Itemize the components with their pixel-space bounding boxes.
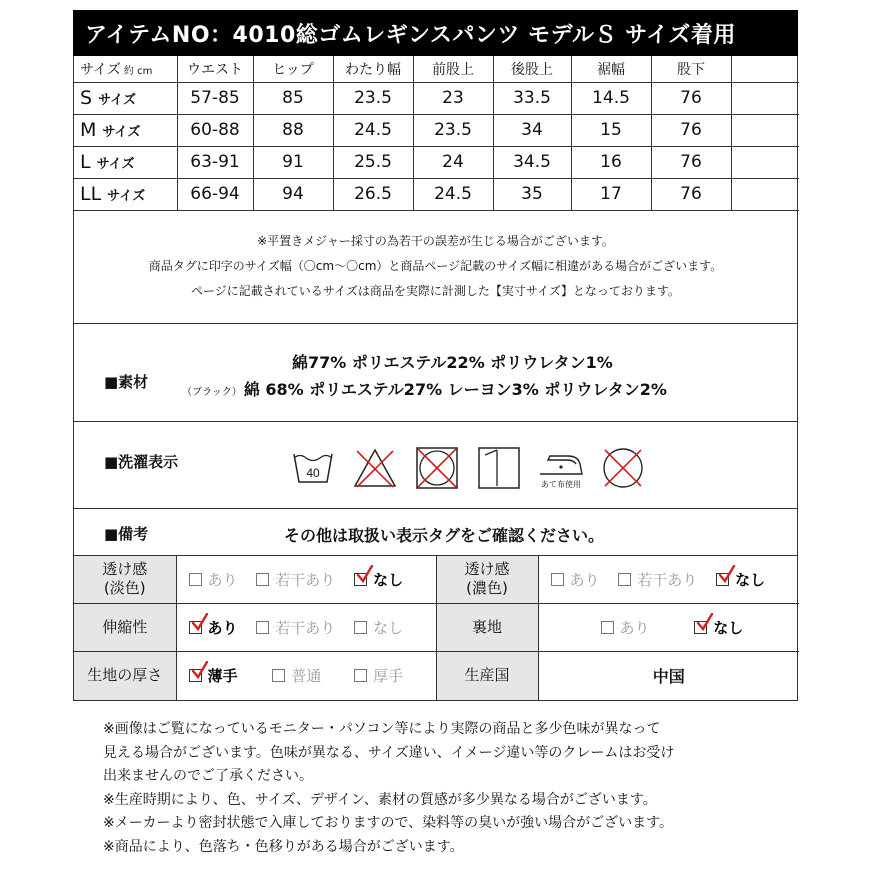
check-icon — [696, 613, 714, 633]
cell: 15 — [571, 114, 651, 146]
washing-label: ■洗濯表示 — [104, 452, 179, 471]
stretch-label: 伸縮性 — [74, 604, 176, 652]
table-row — [74, 146, 799, 178]
cell — [731, 178, 799, 210]
sheer-dark-option-slight: 若干あり — [618, 569, 697, 590]
sheer-light-option-nashi: なし — [354, 569, 403, 590]
lining-options — [538, 604, 799, 652]
cell: 33.5 — [493, 82, 571, 114]
col-header: 前股上 — [413, 56, 493, 82]
iron-with-cloth-icon — [530, 446, 592, 490]
lining-option-nashi: なし — [694, 617, 743, 638]
cell: 76 — [651, 146, 731, 178]
checkbox-icon — [189, 621, 202, 634]
footer-note: ※メーカーより密封状態で入庫しておりますので、染料等の臭いが強い場合がございます。 — [103, 815, 674, 831]
col-header: わたり幅 — [333, 56, 413, 82]
properties-row — [74, 556, 799, 604]
sheer-light-options — [176, 556, 436, 604]
check-icon — [356, 565, 374, 585]
cell: 63-91 — [177, 146, 253, 178]
spec-frame — [73, 56, 798, 701]
cell: 88 — [253, 114, 333, 146]
properties-table — [74, 556, 799, 700]
wash-40-icon — [282, 446, 344, 490]
cell: 24.5 — [413, 178, 493, 210]
col-header: ウエスト — [177, 56, 253, 82]
cell: 17 — [571, 178, 651, 210]
checkbox-icon — [256, 621, 269, 634]
col-header — [731, 56, 799, 82]
col-header: 裾幅 — [571, 56, 651, 82]
stretch-option-slight: 若干あり — [256, 617, 335, 638]
cell: 23.5 — [413, 114, 493, 146]
sheer-light-option-slight: 若干あり — [256, 569, 335, 590]
cell: 91 — [253, 146, 333, 178]
checkbox-icon — [354, 573, 367, 586]
stretch-options — [176, 604, 436, 652]
material-color-note: （ブラック） — [182, 386, 242, 398]
no-tumble-dry-icon — [406, 446, 468, 490]
footer-note: ※画像はご覧になっているモニター・パソコン等により実際の商品と多少色味が異なって — [103, 721, 661, 737]
cell: 23 — [413, 82, 493, 114]
col-header: 後股上 — [493, 56, 571, 82]
washing-section — [74, 422, 797, 509]
checkbox-icon — [551, 573, 564, 586]
row-size: LL サイズ — [74, 178, 177, 210]
thickness-label: 生地の厚さ — [74, 652, 176, 700]
cell — [731, 82, 799, 114]
size-table — [74, 56, 799, 211]
measure-note: ページに記載されているサイズは商品を実際に計測した【実寸サイズ】となっております。 — [191, 284, 680, 298]
cell: 76 — [651, 114, 731, 146]
checkbox-icon — [272, 669, 285, 682]
cell: 66-94 — [177, 178, 253, 210]
sheer-light-label: 透け感 (淡色) — [74, 556, 176, 604]
cell: 14.5 — [571, 82, 651, 114]
cell: 34 — [493, 114, 571, 146]
cell: 60-88 — [177, 114, 253, 146]
material-section — [74, 324, 797, 422]
washing-icons — [282, 446, 654, 490]
row-size: L サイズ — [74, 146, 177, 178]
origin-label: 生産国 — [436, 652, 538, 700]
checkbox-icon — [716, 573, 729, 586]
cell: 76 — [651, 82, 731, 114]
checkbox-icon — [189, 669, 202, 682]
material-line-2: （ブラック） 綿 68% ポリエステル27% レーヨン3% ポリウレタン2% — [182, 379, 667, 399]
stretch-option-nashi: なし — [354, 617, 403, 638]
lining-option-ari: あり — [601, 617, 650, 638]
line-dry-icon — [468, 446, 530, 490]
check-icon — [718, 565, 736, 585]
footer-note: 出来ませんのでご了承ください。 — [103, 768, 313, 784]
item-title: アイテムNO：4010総ゴムレギンスパンツ モデルＳ サイズ着用 — [73, 10, 798, 56]
lining-label: 裏地 — [436, 604, 538, 652]
check-icon — [191, 613, 209, 633]
no-dry-clean-icon — [592, 446, 654, 490]
size-table-header — [74, 56, 799, 82]
measure-notes — [74, 211, 797, 324]
cell: 23.5 — [333, 82, 413, 114]
cell: 57-85 — [177, 82, 253, 114]
col-header: 股下 — [651, 56, 731, 82]
thickness-option-thick: 厚手 — [354, 665, 403, 686]
col-header: ヒップ — [253, 56, 333, 82]
cell: 24.5 — [333, 114, 413, 146]
checkbox-icon — [601, 621, 614, 634]
checkbox-icon — [354, 669, 367, 682]
cell: 76 — [651, 178, 731, 210]
properties-row — [74, 652, 799, 700]
sheer-dark-label: 透け感 (濃色) — [436, 556, 538, 604]
cell: 26.5 — [333, 178, 413, 210]
cell — [731, 114, 799, 146]
origin-value: 中国 — [538, 652, 799, 700]
properties-row — [74, 604, 799, 652]
measure-note: ※平置きメジャー採寸の為若干の誤差が生じる場合がございます。 — [257, 234, 614, 248]
stretch-option-ari: あり — [189, 617, 238, 638]
sheer-dark-option-ari: あり — [551, 569, 600, 590]
thickness-option-normal: 普通 — [272, 665, 321, 686]
measure-note: 商品タグに印字のサイズ幅（〇cm〜〇cm）と商品ページ記載のサイズ幅に相違がある場合がございます。 — [148, 259, 723, 273]
row-size: M サイズ — [74, 114, 177, 146]
table-row — [74, 82, 799, 114]
cell: 25.5 — [333, 146, 413, 178]
cell: 35 — [493, 178, 571, 210]
cell: 34.5 — [493, 146, 571, 178]
table-row — [74, 178, 799, 210]
row-size: S サイズ — [74, 82, 177, 114]
cell: 24 — [413, 146, 493, 178]
thickness-option-thin: 薄手 — [189, 665, 238, 686]
cell: 16 — [571, 146, 651, 178]
material-line-1: 綿77% ポリエステル22% ポリウレタン1% — [292, 352, 613, 372]
cell: 85 — [253, 82, 333, 114]
thickness-options — [176, 652, 436, 700]
footer-note: ※生産時期により、色、サイズ、デザイン、素材の質感が多少異なる場合がございます。 — [103, 791, 657, 808]
header-size: サイズ 約 cm — [74, 56, 177, 82]
remarks-text: その他は取扱い表示タグをご確認ください。 — [284, 525, 605, 545]
iron-caption: あて布使用 — [541, 479, 581, 489]
cell — [731, 146, 799, 178]
remarks-section — [74, 509, 797, 556]
size-chart — [73, 10, 798, 701]
checkbox-icon — [618, 573, 631, 586]
footer-note: ※商品により、色落ち・色移りがある場合がございます。 — [103, 838, 464, 855]
material-label: ■素材 — [104, 372, 149, 391]
sheer-light-option-ari: あり — [189, 569, 238, 590]
checkbox-icon — [354, 621, 367, 634]
sheer-dark-option-nashi: なし — [716, 569, 765, 590]
checkbox-icon — [694, 621, 707, 634]
sheer-dark-options — [538, 556, 799, 604]
cell: 94 — [253, 178, 333, 210]
wash-temp: 40 — [306, 465, 320, 480]
remarks-label: ■備考 — [104, 524, 149, 543]
footer-notes — [103, 718, 674, 859]
no-bleach-icon — [344, 446, 406, 490]
check-icon — [191, 661, 209, 681]
footer-note: 見える場合がございます。色味が異なる、サイズ違い、イメージ違い等のクレームはお受け — [103, 744, 675, 761]
checkbox-icon — [189, 573, 202, 586]
checkbox-icon — [256, 573, 269, 586]
table-row — [74, 114, 799, 146]
